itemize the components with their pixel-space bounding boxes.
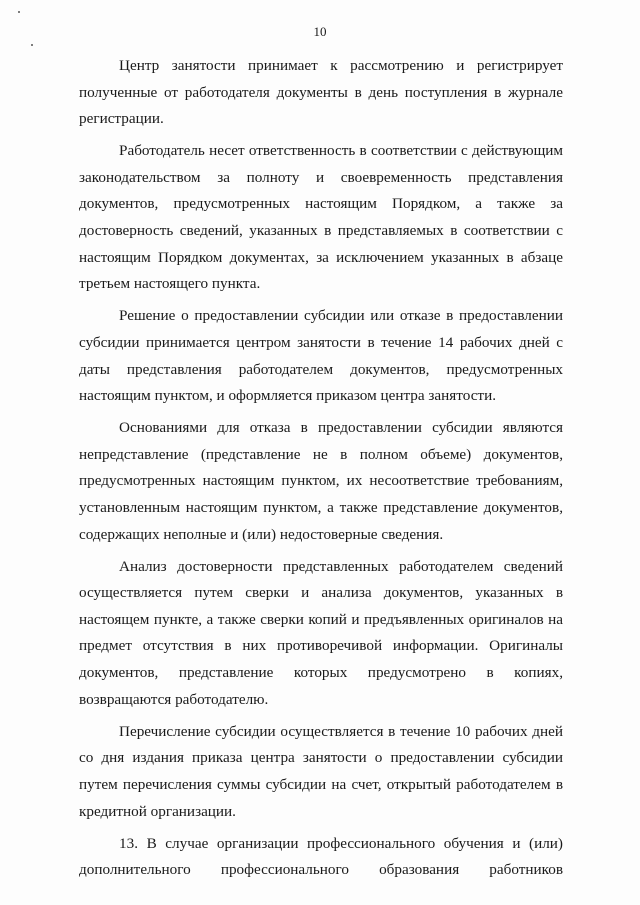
scan-speck bbox=[18, 11, 20, 13]
page-number: 10 bbox=[313, 24, 327, 39]
paragraph-item-13: 13. В случае организации профессионального обучения и (или) дополнительного профессионального образования работников bbox=[79, 834, 563, 879]
paragraph-decision: Решение о предоставлении субсидии или отказе в предоставлении субсидии принимается центром занятости в течение 14 рабочих дней с даты представления работодателем документов, предусмотренных настоящим пунктом, и оформляется приказом центра занятости. bbox=[79, 307, 563, 405]
scan-speck bbox=[31, 44, 33, 46]
paragraph-refusal-grounds: Основаниями для отказа в предоставлении субсидии являются непредставление (представление не в полном объеме) документов, предусмотренных настоящим пунктом, их несоответствие требованиям, установленным настоящим пунктом, а также представление документов, содержащих неполные и (или) недостоверные сведения. bbox=[79, 419, 563, 543]
paragraph-transfer: Перечисление субсидии осуществляется в течение 10 рабочих дней со дня издания приказа центра занятости о предоставлении субсидии путем перечисления суммы субсидии на счет, открытый работодателем в кредитной организации. bbox=[79, 722, 563, 820]
paragraph-registration: Центр занятости принимает к рассмотрению и регистрирует полученные от работодателя документы в день поступления в журнале регистрации. bbox=[79, 57, 563, 128]
paragraph-verification: Анализ достоверности представленных работодателем сведений осуществляется путем сверки и анализа документов, указанных в настоящем пункте, а также сверки копий и предъявленных оригиналов на предмет отсутствия в них противоречивой информации. Оригиналы документов, представление которых предусмотрено в копиях, возвращаются работодателю. bbox=[79, 557, 563, 708]
document-body bbox=[79, 53, 563, 889]
paragraph-responsibility: Работодатель несет ответственность в соответствии с действующим законодательством за полноту и своевременность представления документов, предусмотренных настоящим Порядком, а также за достоверность сведений, указанных в представляемых в соответствии с настоящим Порядком документах, за исключением указанных в абзаце третьем настоящего пункта. bbox=[79, 142, 563, 293]
